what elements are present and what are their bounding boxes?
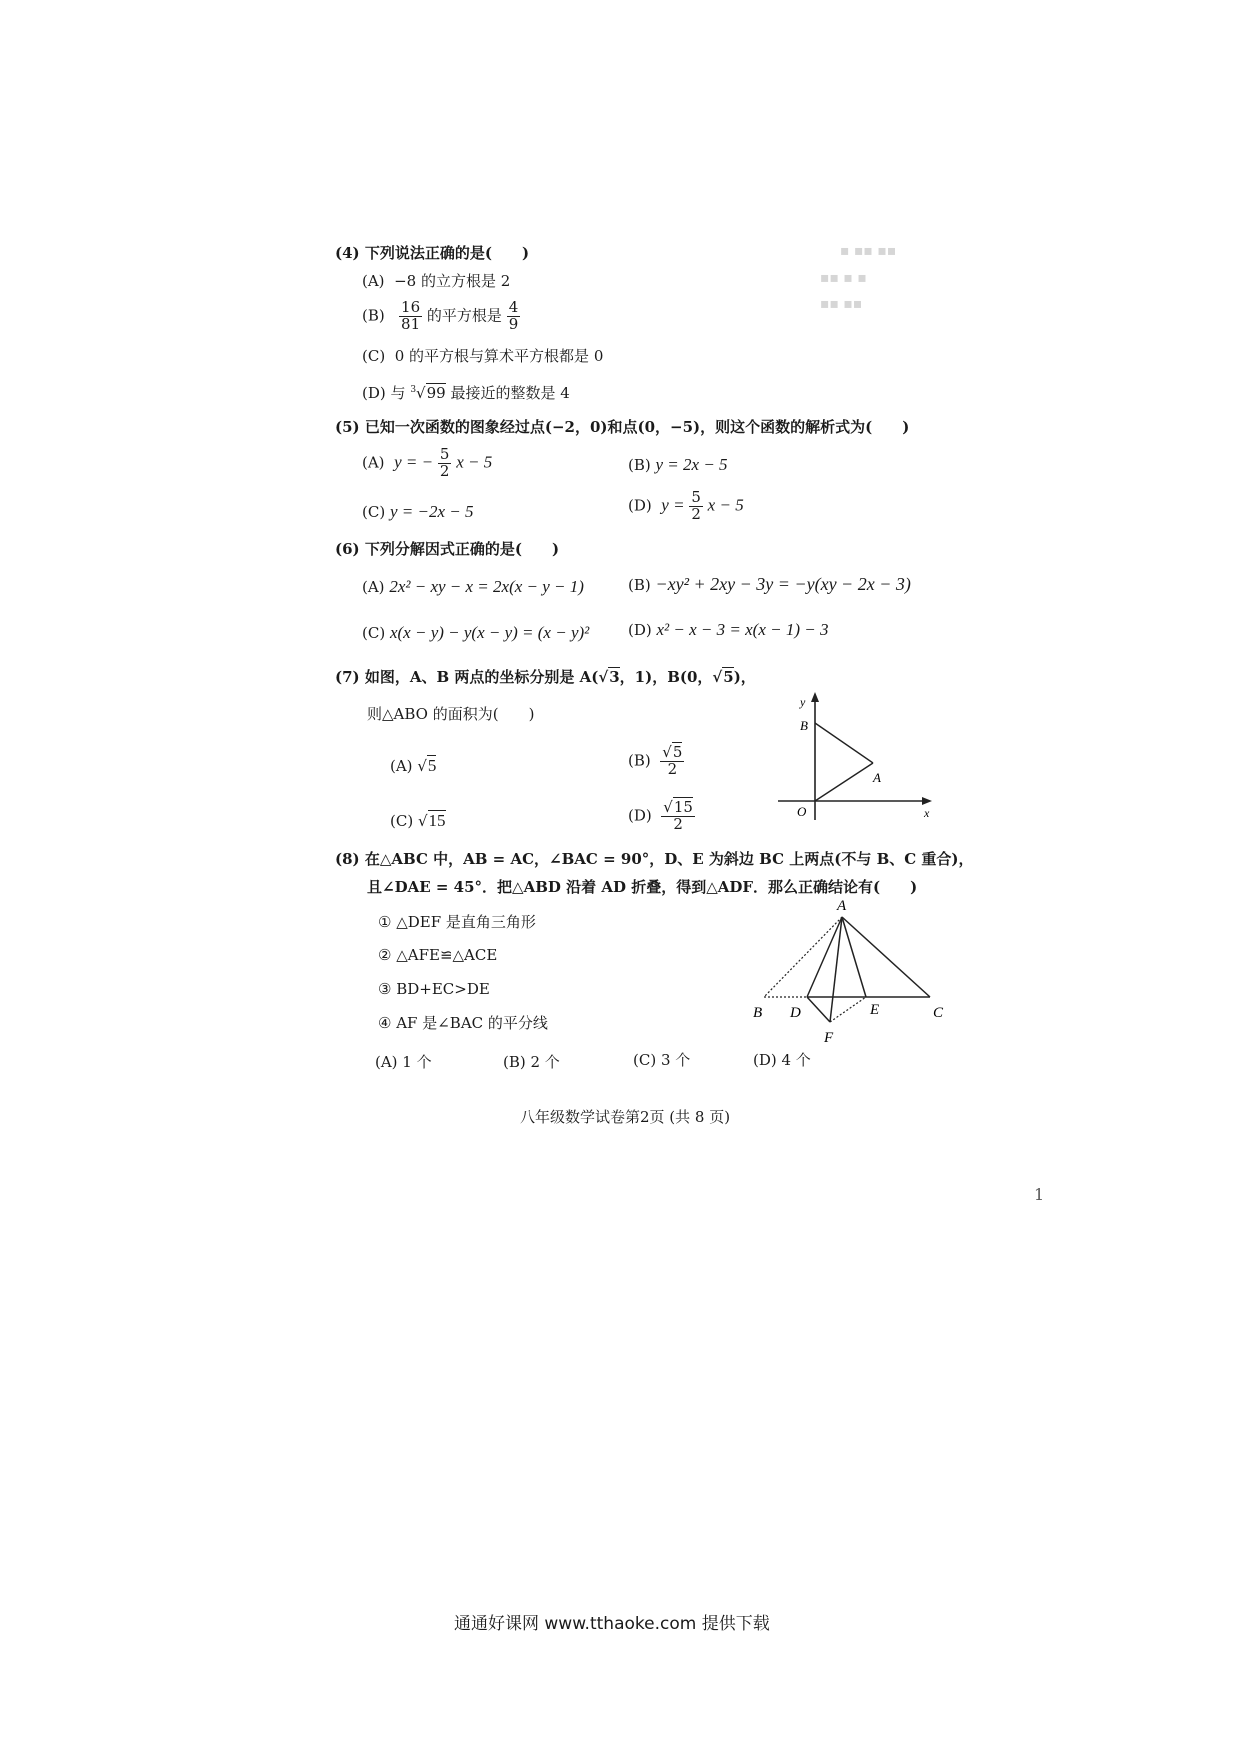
q6-option-d: (D) x² − x − 3 = x(x − 1) − 3 (628, 620, 829, 639)
q7-option-b: (B) $\frac{√5}{2}$ (628, 743, 683, 778)
q4-option-d: (D) 与 $^3$√99 最接近的整数是 4 (362, 384, 570, 402)
q4-stem: (4) 下列说法正确的是( ) (335, 244, 530, 262)
q7-stem: (7) 如图，A、B 两点的坐标分别是 A(√3，1)，B(0，√5)， (335, 668, 756, 686)
bleed-through-mark: ▪▪ ▪ ▪ (820, 270, 867, 286)
segment-ao (815, 763, 873, 801)
q8-statement-3: ③ BD+EC>DE (378, 980, 490, 998)
point-e-label: E (870, 1002, 880, 1018)
q6-option-b: (B) −xy² + 2xy − 3y = −y(xy − 2x − 3) (628, 574, 911, 594)
q7-option-a: (A) √5 (390, 756, 437, 775)
q8-option-c: (C) 3 个 (633, 1051, 691, 1069)
q6-option-a: (A) 2x² − xy − x = 2x(x − y − 1) (362, 577, 584, 596)
segment-df (807, 997, 830, 1022)
segment-ae (842, 917, 866, 997)
page-footer: 八年级数学试卷第2页 (共 8 页) (520, 1108, 731, 1126)
bleed-through-mark: ▪▪ ▪▪ (820, 296, 863, 312)
segment-ba (815, 723, 873, 763)
q5-option-c: (C) y = −2x − 5 (362, 502, 474, 521)
q6-option-c: (C) x(x − y) − y(x − y) = (x − y)² (362, 623, 590, 642)
q5-option-b: (B) y = 2x − 5 (628, 455, 728, 474)
q7-stem-line2: 则△ABO 的面积为( ) (367, 705, 535, 723)
q5-option-d: (D) y = $\frac{5}{2}$ x − 5 (628, 488, 744, 523)
bleed-through-mark: ▪ ▪▪ ▪▪ (840, 243, 897, 259)
q6-stem: (6) 下列分解因式正确的是( ) (335, 540, 560, 558)
q8-triangle-figure (750, 880, 960, 1055)
segment-af (830, 917, 842, 1022)
q8-option-a: (A) 1 个 (375, 1053, 432, 1071)
q8-stem-line2: 且∠DAE = 45°．把△ABD 沿着 AD 折叠，得到△ADF．那么正确结论有( ) (367, 878, 918, 896)
x-axis-arrow (922, 797, 932, 805)
vertex-b-label: B (753, 1005, 763, 1021)
y-axis-arrow (811, 692, 819, 702)
segment-ac (842, 917, 930, 997)
q7-coordinate-figure (770, 690, 940, 825)
q8-statement-4: ④ AF 是∠BAC 的平分线 (378, 1014, 548, 1032)
q7-option-d: (D) $\frac{√15}{2}$ (628, 798, 693, 833)
segment-ab (764, 917, 842, 997)
x-axis-label: x (924, 806, 930, 820)
segment-fe (830, 997, 866, 1022)
q4-option-b: (B) $\frac{16}{81}$ 的平方根是 $\frac{4}{9}$ (362, 298, 519, 333)
q7-option-c: (C) √15 (390, 811, 446, 830)
point-d-label: D (790, 1005, 801, 1021)
vertex-c-label: C (933, 1005, 944, 1021)
q8-option-d: (D) 4 个 (753, 1051, 811, 1069)
y-axis-label: y (800, 695, 806, 709)
point-a-label: A (873, 770, 881, 785)
q4-option-c: (C) 0 的平方根与算术平方根都是 0 (362, 347, 604, 365)
corner-mark: 1 (1034, 1185, 1045, 1204)
site-footer: 通通好课网 www.tthaoke.com 提供下载 (454, 1614, 770, 1634)
point-b-label: B (800, 718, 808, 733)
q8-statement-1: ① △DEF 是直角三角形 (378, 913, 536, 931)
origin-label: O (797, 804, 807, 819)
q5-option-a: (A) y = − $\frac{5}{2}$ x − 5 (362, 445, 493, 480)
q4-option-a: (A) −8 的立方根是 2 (362, 272, 511, 290)
point-f-label: F (824, 1030, 834, 1046)
q8-stem-line1: (8) 在△ABC 中，AB = AC，∠BAC = 90°，D、E 为斜边 BC 上两点(不与 B、C 重合)， (335, 850, 974, 868)
vertex-a-label: A (837, 898, 847, 914)
q8-statement-2: ② △AFE≌△ACE (378, 946, 498, 964)
q5-stem: (5) 已知一次函数的图象经过点(−2，0)和点(0，−5)，则这个函数的解析式为( ) (335, 418, 910, 436)
q8-option-b: (B) 2 个 (503, 1053, 560, 1071)
